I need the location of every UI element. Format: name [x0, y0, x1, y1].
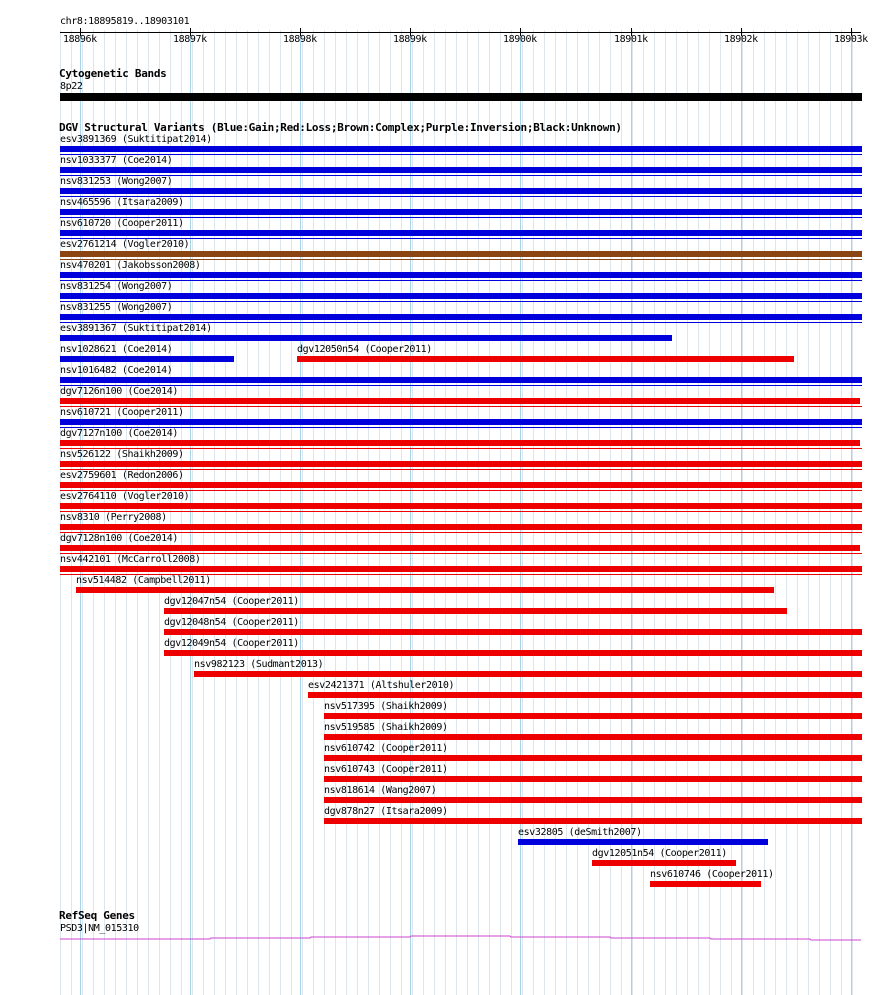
refseq-track-title: RefSeq Genes — [59, 909, 135, 922]
ruler-tick-label: 18896k — [63, 34, 97, 45]
dgv-feature-bar[interactable] — [60, 314, 862, 320]
dgv-feature-bar[interactable] — [324, 713, 862, 719]
dgv-feature-label[interactable]: dgv7127n100 (Coe2014) — [60, 428, 179, 439]
dgv-feature-bar[interactable] — [60, 230, 862, 236]
dgv-feature-bar[interactable] — [60, 419, 862, 425]
dgv-feature-label[interactable]: dgv12049n54 (Cooper2011) — [164, 638, 299, 649]
gene-model-line[interactable] — [60, 936, 861, 940]
dgv-feature-bar[interactable] — [164, 608, 787, 614]
cytoband-band-bar[interactable] — [60, 93, 862, 101]
dgv-feature-bar[interactable] — [518, 839, 768, 845]
dgv-feature-label[interactable]: esv32805 (deSmith2007) — [518, 827, 642, 838]
dgv-feature-bar[interactable] — [60, 545, 860, 551]
dgv-feature-label[interactable]: nsv610721 (Cooper2011) — [60, 407, 184, 418]
dgv-feature-bar[interactable] — [60, 188, 862, 194]
refseq-gene-label[interactable]: PSD3|NM_015310 — [60, 923, 139, 934]
dgv-feature-bar[interactable] — [60, 356, 234, 362]
dgv-feature-label[interactable]: nsv519585 (Shaikh2009) — [324, 722, 448, 733]
ruler-tick-label: 18900k — [503, 34, 537, 45]
ruler-tick-label: 18899k — [393, 34, 427, 45]
ruler-tick-label: 18897k — [173, 34, 207, 45]
dgv-feature-bar[interactable] — [60, 167, 862, 173]
dgv-feature-label[interactable]: dgv7128n100 (Coe2014) — [60, 533, 179, 544]
dgv-feature-label[interactable]: nsv526122 (Shaikh2009) — [60, 449, 184, 460]
dgv-feature-bar[interactable] — [60, 209, 862, 215]
dgv-feature-label[interactable]: nsv8310 (Perry2008) — [60, 512, 167, 523]
dgv-feature-bar[interactable] — [60, 146, 862, 152]
dgv-feature-label[interactable]: nsv517395 (Shaikh2009) — [324, 701, 448, 712]
dgv-feature-bar[interactable] — [60, 524, 862, 530]
dgv-feature-label[interactable]: nsv1028621 (Coe2014) — [60, 344, 173, 355]
dgv-row-separator — [60, 280, 862, 281]
dgv-feature-label[interactable]: esv3891367 (Suktitipat2014) — [60, 323, 212, 334]
dgv-feature-label[interactable]: nsv610720 (Cooper2011) — [60, 218, 184, 229]
cytoband-band-label: 8p22 — [60, 81, 83, 92]
dgv-row-separator — [60, 385, 862, 386]
dgv-feature-label[interactable]: nsv982123 (Sudmant2013) — [194, 659, 324, 670]
dgv-feature-label[interactable]: nsv1016482 (Coe2014) — [60, 365, 173, 376]
dgv-feature-bar[interactable] — [76, 587, 774, 593]
dgv-feature-label[interactable]: dgv12051n54 (Cooper2011) — [592, 848, 727, 859]
position-label: chr8:18895819..18903101 — [60, 16, 190, 27]
dgv-feature-label[interactable]: nsv818614 (Wang2007) — [324, 785, 437, 796]
dgv-feature-label[interactable]: nsv610742 (Cooper2011) — [324, 743, 448, 754]
dgv-feature-label[interactable]: dgv12047n54 (Cooper2011) — [164, 596, 299, 607]
dgv-feature-bar[interactable] — [297, 356, 794, 362]
dgv-feature-bar[interactable] — [60, 461, 862, 467]
dgv-feature-bar[interactable] — [60, 503, 862, 509]
dgv-feature-bar[interactable] — [60, 398, 860, 404]
dgv-feature-label[interactable]: nsv831253 (Wong2007) — [60, 176, 173, 187]
dgv-feature-label[interactable]: esv3891369 (Suktitipat2014) — [60, 134, 212, 145]
dgv-feature-label[interactable]: nsv1033377 (Coe2014) — [60, 155, 173, 166]
dgv-feature-bar[interactable] — [164, 650, 862, 656]
dgv-feature-label[interactable]: esv2421371 (Altshuler2010) — [308, 680, 455, 691]
dgv-track-title: DGV Structural Variants (Blue:Gain;Red:Loss;Brown:Complex;Purple:Inversion;Black:Unknown) — [59, 121, 622, 134]
dgv-feature-bar[interactable] — [324, 776, 862, 782]
refseq-gene-track[interactable] — [0, 928, 890, 948]
dgv-feature-label[interactable]: nsv442101 (McCarroll2008) — [60, 554, 201, 565]
dgv-feature-bar[interactable] — [164, 629, 862, 635]
dgv-feature-label[interactable]: esv2761214 (Vogler2010) — [60, 239, 190, 250]
ruler-tick-label: 18902k — [724, 34, 758, 45]
dgv-row-separator — [60, 511, 862, 512]
dgv-feature-bar[interactable] — [60, 272, 862, 278]
dgv-feature-bar[interactable] — [60, 440, 860, 446]
dgv-row-separator — [60, 154, 862, 155]
dgv-feature-bar[interactable] — [60, 482, 862, 488]
dgv-feature-bar[interactable] — [60, 335, 672, 341]
dgv-row-separator — [60, 301, 862, 302]
dgv-feature-label[interactable]: nsv514482 (Campbell2011) — [76, 575, 211, 586]
dgv-feature-label[interactable]: dgv12048n54 (Cooper2011) — [164, 617, 299, 628]
dgv-feature-label[interactable]: nsv610746 (Cooper2011) — [650, 869, 774, 880]
dgv-feature-label[interactable]: dgv7126n100 (Coe2014) — [60, 386, 179, 397]
ruler-tick-label: 18903k — [834, 34, 868, 45]
dgv-feature-bar[interactable] — [324, 734, 862, 740]
dgv-feature-bar[interactable] — [60, 251, 862, 257]
dgv-feature-bar[interactable] — [60, 377, 862, 383]
ruler-tick-label: 18898k — [283, 34, 317, 45]
dgv-feature-label[interactable]: nsv831255 (Wong2007) — [60, 302, 173, 313]
dgv-feature-bar[interactable] — [60, 293, 862, 299]
dgv-feature-bar[interactable] — [194, 671, 862, 677]
dgv-row-separator — [60, 532, 862, 533]
dgv-feature-bar[interactable] — [650, 881, 761, 887]
dgv-feature-label[interactable]: dgv878n27 (Itsara2009) — [324, 806, 448, 817]
dgv-feature-bar[interactable] — [592, 860, 736, 866]
dgv-feature-label[interactable]: esv2759601 (Redon2006) — [60, 470, 184, 481]
dgv-feature-bar[interactable] — [60, 566, 862, 572]
dgv-feature-label[interactable]: nsv610743 (Cooper2011) — [324, 764, 448, 775]
dgv-feature-bar[interactable] — [324, 818, 862, 824]
ruler-tick-label: 18901k — [614, 34, 648, 45]
cytoband-track-title: Cytogenetic Bands — [59, 67, 167, 80]
dgv-row-separator — [60, 175, 862, 176]
dgv-feature-label[interactable]: nsv470201 (Jakobsson2008) — [60, 260, 201, 271]
dgv-feature-label[interactable]: esv2764110 (Vogler2010) — [60, 491, 190, 502]
dgv-feature-bar[interactable] — [324, 755, 862, 761]
dgv-feature-bar[interactable] — [308, 692, 862, 698]
dgv-row-separator — [60, 427, 862, 428]
dgv-feature-label[interactable]: nsv465596 (Itsara2009) — [60, 197, 184, 208]
dgv-feature-label[interactable]: nsv831254 (Wong2007) — [60, 281, 173, 292]
dgv-feature-label[interactable]: dgv12050n54 (Cooper2011) — [297, 344, 432, 355]
dgv-feature-bar[interactable] — [324, 797, 862, 803]
